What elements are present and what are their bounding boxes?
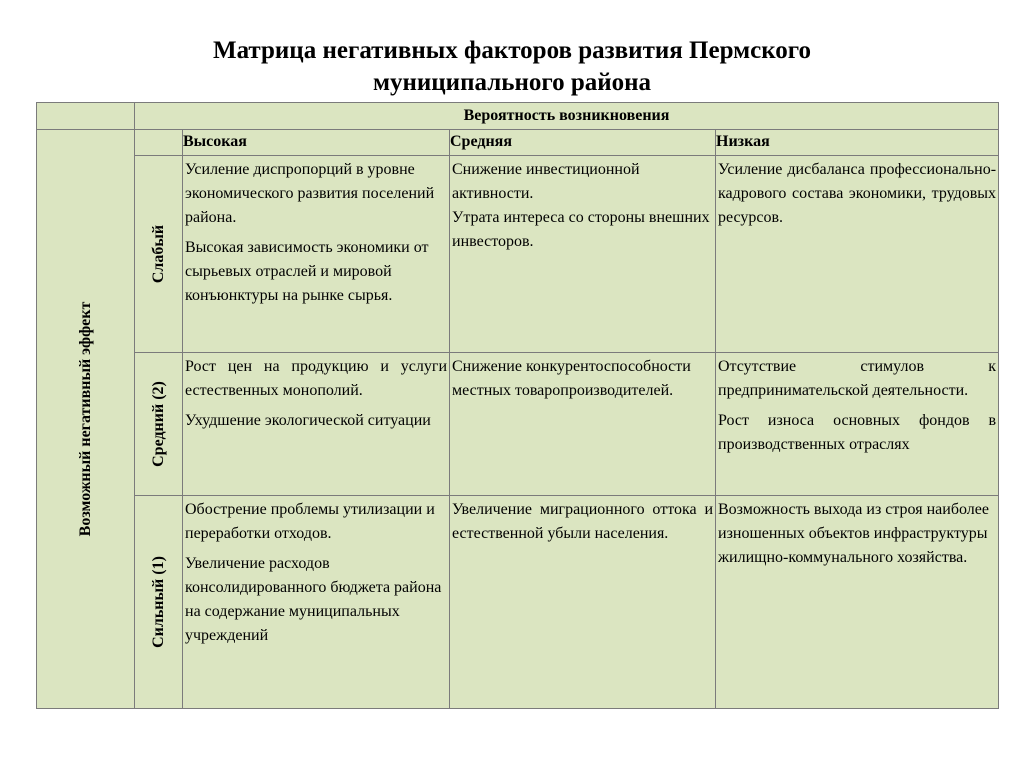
- column-header-row: [37, 130, 999, 156]
- cell-strong-high: [183, 496, 450, 709]
- column-header-low: Низкая: [716, 130, 999, 156]
- table-row: [37, 156, 999, 353]
- row-label-strong: Сильный (1): [149, 556, 167, 648]
- cell-text: Высокая зависимость экономики от сырьевых отраслей и мировой конъюнктуры на рынке сырья.: [185, 239, 429, 304]
- effect-header-cell: [37, 130, 135, 709]
- table-row: [37, 496, 999, 709]
- effect-header: Возможный негативный эффект: [76, 301, 94, 537]
- cell-medium-medium: [450, 353, 716, 496]
- cell-weak-high: [183, 156, 450, 353]
- row-label-weak: Слабый: [149, 224, 167, 284]
- cell-text: Снижение конкурентоспособности местных товаропроизводителей.: [452, 358, 691, 399]
- cell-text: Возможность выхода из строя наиболее изношенных объектов инфраструктуры жилищно-коммунального хозяйства.: [718, 501, 989, 566]
- column-header-high: Высокая: [183, 130, 450, 156]
- cell-medium-low: [716, 353, 999, 496]
- cell-text: Усиление диспропорций в уровне экономического развития поселений района.: [185, 161, 435, 226]
- column-header-medium: Средняя: [450, 130, 716, 156]
- cell-text: Ухудшение экологической ситуации: [185, 412, 431, 429]
- row-label-cell: [135, 353, 183, 496]
- cell-text: Увеличение расходов консолидированного бюджета района на содержание муниципальных учреждений: [185, 555, 442, 644]
- cell-weak-low: [716, 156, 999, 353]
- risk-matrix-table: [36, 102, 999, 709]
- cell-text: Рост износа основных фондов в производственных отраслях: [718, 412, 997, 453]
- title-line-2: муниципального района: [372, 69, 652, 96]
- cell-text: Рост цен на продукцию и услуги естественных монополий.: [185, 358, 447, 399]
- table-header-row: [37, 103, 999, 130]
- cell-text: Утрата интереса со стороны внешних инвесторов.: [452, 209, 710, 250]
- probability-header: Вероятность возникновения: [135, 103, 999, 130]
- row-label-medium: Средний (2): [149, 381, 167, 467]
- table-row: [37, 353, 999, 496]
- cell-strong-low: [716, 496, 999, 709]
- cell-text: Снижение инвестиционной активности.: [452, 161, 640, 202]
- cell-text: Усиление дисбаланса профессионально-кадрового состава экономики, трудовых ресурсов.: [718, 161, 997, 226]
- cell-text: Отсутствие стимулов к предпринимательской деятельности.: [718, 358, 997, 399]
- cell-text: Обострение проблемы утилизации и переработки отходов.: [185, 501, 435, 542]
- cell-text: Увеличение миграционного оттока и естественной убыли населения.: [452, 501, 713, 542]
- row-label-cell: [135, 496, 183, 709]
- empty-label-cell: [135, 130, 183, 156]
- row-label-cell: [135, 156, 183, 353]
- page-title: [0, 35, 1024, 99]
- cell-medium-high: [183, 353, 450, 496]
- empty-corner-cell: [37, 103, 135, 130]
- cell-weak-medium: [450, 156, 716, 353]
- title-line-1: Матрица негативных факторов развития Пермского: [212, 37, 812, 64]
- cell-strong-medium: [450, 496, 716, 709]
